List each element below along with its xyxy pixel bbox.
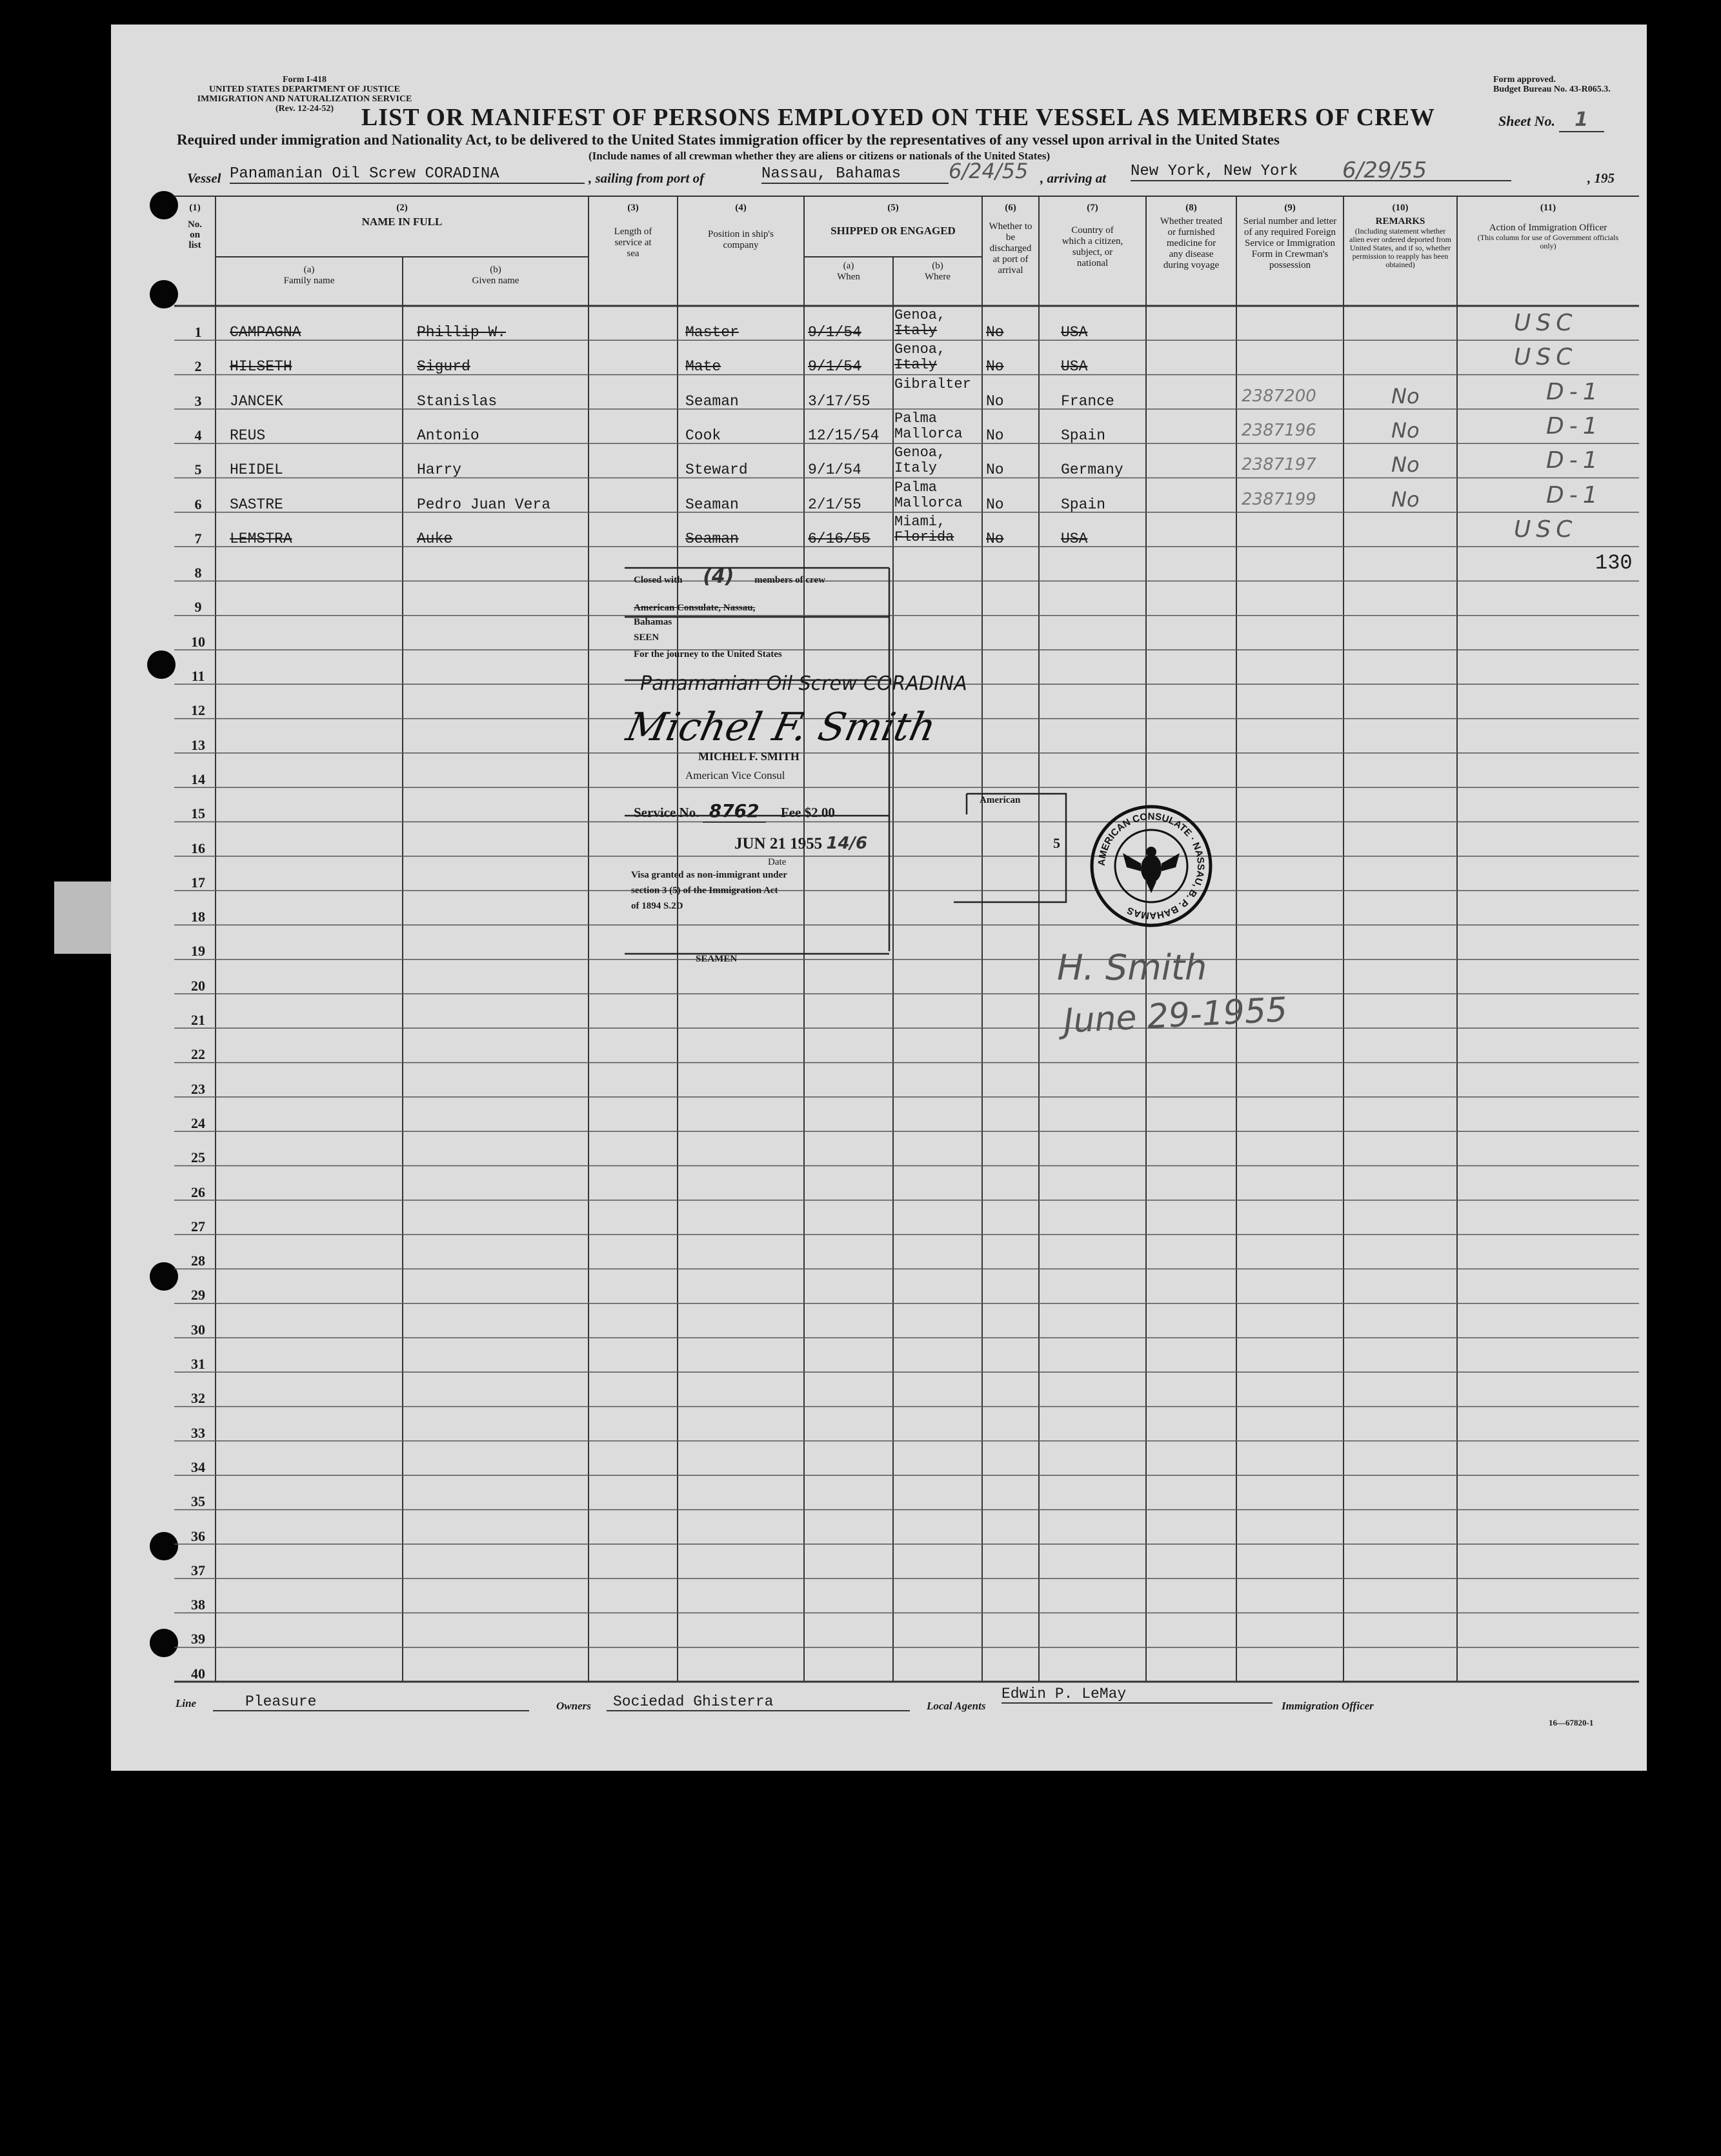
row-number: 16 [191, 840, 205, 856]
seen-label: SEEN [634, 632, 659, 643]
visa-line-3: of 1894 S.2D [631, 901, 683, 911]
date-suffix: 14/6 [826, 834, 868, 853]
consular-vessel-name: Panamanian Oil Screw CORADINA [640, 672, 967, 695]
line-label: Line [176, 1697, 197, 1709]
shipped-where-line2: Mallorca [894, 494, 963, 511]
col8-header: Whether treated or furnished medicine for any disease during voyage [1160, 216, 1223, 270]
position: Seaman [685, 530, 739, 547]
row-number: 10 [191, 633, 205, 650]
col5-header: SHIPPED OR ENGAGED [830, 225, 956, 237]
row-number: 29 [191, 1287, 205, 1304]
eagle-icon [1123, 847, 1180, 893]
closed-with-label: Closed with [634, 575, 683, 585]
col8-number: (8) [1185, 203, 1197, 213]
position: Cook [685, 427, 721, 444]
family-name: LEMSTRA [230, 530, 292, 547]
serial-number: 2387199 [1242, 489, 1316, 509]
officer-action: D-1 [1546, 481, 1603, 509]
row-number: 5 [194, 461, 202, 478]
shipped-where: Genoa, [894, 445, 946, 461]
sailing-port: Nassau, Bahamas [761, 165, 949, 184]
shipped-where-line2: Italy [894, 357, 938, 374]
officer-label: Immigration Officer [1282, 1700, 1374, 1712]
col9-header: Serial number and letter of any required Foreign Service or Immigration Form in Crewman's possession [1243, 216, 1337, 270]
row-number: 31 [191, 1356, 205, 1372]
officer-action: D-1 [1546, 447, 1603, 474]
row-number: 34 [191, 1458, 205, 1475]
include-note: (Include names of all crewman whether they are aliens or citizens or nationals of the United States) [589, 150, 1051, 162]
row-number: 38 [191, 1597, 205, 1613]
col10-header: REMARKS [1375, 216, 1425, 227]
col5b-number: (b) [932, 261, 943, 271]
officer-action: D-1 [1546, 378, 1603, 405]
form-code: 16—67820-1 [1549, 1718, 1594, 1728]
visa-line-1: Visa granted as non-immigrant under [631, 870, 787, 880]
shipped-when: 3/17/55 [808, 392, 871, 410]
row-number: 12 [191, 702, 205, 719]
officer-action: D-1 [1546, 412, 1603, 439]
fee-label: Fee $2.00 [780, 805, 835, 820]
discharge: No [986, 530, 1004, 547]
row-number: 19 [191, 943, 205, 960]
shipped-where: Genoa, [894, 307, 946, 323]
consulate-seal [1087, 801, 1216, 931]
col1-header: No. on list [187, 219, 203, 250]
country: USA [1061, 530, 1088, 547]
remarks: No [1391, 452, 1420, 478]
col3-header: Length of service at sea [614, 227, 652, 259]
officer-action: USC [1514, 516, 1578, 543]
paper-tab [54, 882, 111, 954]
col10-number: (10) [1392, 203, 1409, 213]
owners-label: Owners [556, 1700, 591, 1712]
row-number: 25 [191, 1149, 205, 1166]
col9-number: (9) [1284, 203, 1296, 213]
country: Spain [1061, 427, 1106, 444]
shipped-when: 2/1/55 [808, 496, 861, 513]
shipped-when: 9/1/54 [808, 358, 861, 376]
officer-action: USC [1514, 344, 1578, 371]
row-number: 35 [191, 1493, 205, 1510]
shipped-when: 6/16/55 [808, 530, 871, 547]
country: USA [1061, 358, 1088, 376]
date-label: Date [768, 857, 787, 867]
row-number: 6 [194, 496, 202, 512]
family-name: HEIDEL [230, 461, 283, 479]
vessel-name: Panamanian Oil Screw CORADINA [230, 165, 585, 184]
row-number: 9 [194, 599, 202, 616]
american-box-label: American [980, 795, 1021, 805]
family-name: JANCEK [230, 392, 283, 410]
remarks: No [1391, 487, 1420, 512]
row-number: 8 [194, 565, 202, 581]
row-number: 21 [191, 1012, 205, 1028]
serial-number: 2387197 [1242, 455, 1316, 475]
row-number: 33 [191, 1424, 205, 1441]
given-name: Stanislas [417, 392, 498, 410]
col11-note: (This column for use of Government officials only) [1477, 233, 1619, 250]
shipped-where-line2: Mallorca [894, 425, 963, 442]
country: Germany [1061, 461, 1123, 479]
col10-note: (Including statement whether alien ever ordered deported from United States, and if so, whether permission to reapply has been obtained) [1349, 227, 1451, 269]
serial-number: 2387196 [1242, 420, 1316, 440]
discharge: No [986, 461, 1004, 479]
arriving-port: New York, New York [1131, 163, 1511, 181]
shipped-when: 9/1/54 [808, 461, 861, 479]
given-name: Harry [417, 461, 462, 479]
discharge: No [986, 427, 1004, 444]
family-name: REUS [230, 427, 266, 444]
row-number: 3 [194, 392, 202, 409]
revision: (Rev. 12-24-52) [275, 104, 334, 114]
date-stamp: JUN 21 1955 [734, 835, 823, 852]
visa-line-2: section 3 (5) of the Immigration Act [631, 885, 778, 896]
shipped-where-line2: Italy [894, 460, 938, 477]
row-number: 22 [191, 1046, 205, 1063]
col2-number: (2) [396, 203, 408, 213]
col5b-header: Where [925, 272, 951, 282]
shipped-where: Palma [894, 410, 938, 427]
agents-label: Local Agents [927, 1700, 986, 1712]
officer-date: June 29-1955 [1062, 990, 1289, 1042]
col4-number: (4) [735, 203, 747, 213]
given-name: Pedro Juan Vera [417, 496, 551, 513]
col2b-header: Given name [472, 276, 519, 286]
arriving-date: 6/29/55 [1342, 157, 1427, 183]
journey-label: For the journey to the United States [634, 649, 782, 660]
consul-name: MICHEL F. SMITH [698, 750, 800, 763]
row-number: 36 [191, 1527, 205, 1544]
family-name: HILSETH [230, 358, 292, 376]
row-number: 15 [191, 805, 205, 822]
owners-value: Sociedad Ghisterra [607, 1693, 910, 1711]
country: USA [1061, 324, 1088, 341]
shipped-where: Palma [894, 479, 938, 496]
row-number: 17 [191, 874, 205, 891]
shipped-where-line2: Florida [894, 529, 954, 545]
row-number: 32 [191, 1390, 205, 1407]
col11-number: (11) [1540, 203, 1556, 213]
col7-number: (7) [1087, 203, 1098, 213]
position: Steward [685, 461, 748, 479]
consulate-bahamas: Bahamas [634, 617, 672, 627]
given-name: Phillip W. [417, 324, 507, 341]
remarks: No [1391, 418, 1420, 443]
members-label: members of crew [754, 575, 825, 585]
col2a-header: Family name [283, 276, 335, 286]
col5-number: (5) [887, 203, 899, 213]
shipped-where: Genoa, [894, 341, 946, 358]
shipped-where-line2: Italy [894, 323, 938, 339]
col2a-number: (a) [303, 265, 315, 275]
shipped-where: Miami, [894, 513, 946, 530]
row-number: 13 [191, 736, 205, 753]
service-label: Service No. [634, 805, 699, 820]
col3-number: (3) [627, 203, 639, 213]
shipped-when: 9/1/54 [808, 324, 861, 341]
row-number: 11 [191, 668, 205, 684]
position: Seaman [685, 392, 739, 410]
stamp-border [111, 25, 1647, 1771]
remarks: No [1391, 383, 1420, 408]
year-label: , 195 [1587, 170, 1615, 186]
col7-header: Country of which a citizen, subject, or national [1062, 225, 1123, 268]
line-value: Pleasure [213, 1693, 529, 1711]
officer-action: USC [1514, 310, 1578, 336]
row-number: 27 [191, 1218, 205, 1234]
position: Mate [685, 358, 721, 376]
budget-number: Budget Bureau No. 43-R065.3. [1493, 85, 1611, 94]
sheet-number: 1 [1559, 108, 1604, 132]
consul-title: American Vice Consul [685, 769, 785, 781]
row-number: 23 [191, 1080, 205, 1097]
given-name: Antonio [417, 427, 479, 444]
row-number: 40 [191, 1665, 205, 1682]
shipped-where: Gibralter [894, 376, 971, 392]
discharge: No [986, 392, 1004, 410]
consul-signature: Michel F. Smith [622, 705, 940, 750]
department: UNITED STATES DEPARTMENT OF JUSTICE [209, 85, 400, 94]
col1-number: (1) [189, 203, 201, 213]
col4-header: Position in ship's company [708, 229, 774, 250]
consulate-name: American Consulate, Nassau, [634, 603, 756, 613]
row-number: 14 [191, 771, 205, 787]
sailing-label: , sailing from port of [589, 170, 705, 186]
col2b-number: (b) [490, 265, 501, 275]
given-name: Auke [417, 530, 453, 547]
row-number: 4 [194, 427, 202, 443]
seamen-label: SEAMEN [696, 954, 738, 964]
service-name: IMMIGRATION AND NATURALIZATION SERVICE [197, 94, 412, 104]
form-subtitle: Required under immigration and Nationality Act, to be delivered to the United States immigration officer by the representatives of any vessel upon arrival in the United States [177, 132, 1280, 148]
agents-value: Edwin P. LeMay [1001, 1686, 1273, 1704]
count-note: 130 [1595, 551, 1633, 575]
form-number: Form I-418 [282, 75, 327, 85]
closed-count: (4) [703, 565, 734, 588]
discharge: No [986, 324, 1004, 341]
row-number: 30 [191, 1321, 205, 1338]
service-number: 8762 [703, 800, 766, 823]
country: Spain [1061, 496, 1106, 513]
position: Master [685, 324, 739, 341]
vessel-label: Vessel [187, 170, 221, 186]
row-number: 7 [194, 530, 202, 547]
row-number: 28 [191, 1253, 205, 1269]
given-name: Sigurd [417, 358, 470, 376]
col5a-number: (a) [843, 261, 854, 271]
row-number: 20 [191, 977, 205, 994]
row-number: 1 [194, 324, 202, 340]
shipped-when: 12/15/54 [808, 427, 880, 444]
row-number: 39 [191, 1631, 205, 1647]
officer-signature: H. Smith [1057, 947, 1207, 988]
col2-header: NAME IN FULL [361, 216, 443, 228]
row-number: 37 [191, 1562, 205, 1578]
sailing-date: 6/24/55 [949, 159, 1029, 183]
row-number: 26 [191, 1184, 205, 1200]
form-approved: Form approved. [1493, 75, 1556, 85]
discharge: No [986, 358, 1004, 376]
arriving-label: , arriving at [1040, 170, 1107, 186]
row-number: 24 [191, 1114, 205, 1131]
col6-number: (6) [1005, 203, 1016, 213]
serial-number: 2387200 [1242, 386, 1316, 406]
discharge: No [986, 496, 1004, 513]
country: France [1061, 392, 1114, 410]
position: Seaman [685, 496, 739, 513]
family-name: CAMPAGNA [230, 324, 301, 341]
row-number: 18 [191, 909, 205, 925]
form-title: LIST OR MANIFEST OF PERSONS EMPLOYED ON THE VESSEL AS MEMBERS OF CREW [361, 104, 1435, 131]
col11-header: Action of Immigration Officer [1489, 223, 1607, 233]
col6-header: Whether to be discharged at port of arrival [989, 221, 1032, 276]
box-number: 5 [1053, 835, 1060, 851]
manifest-sheet [111, 25, 1647, 1771]
family-name: SASTRE [230, 496, 283, 513]
row-number: 2 [194, 358, 202, 375]
seal-text: AMERICAN CONSULATE · NASSAU, B. P. BAHAMAS [1096, 811, 1207, 922]
sheet-label: Sheet No. [1498, 113, 1555, 129]
col5a-header: When [837, 272, 860, 282]
